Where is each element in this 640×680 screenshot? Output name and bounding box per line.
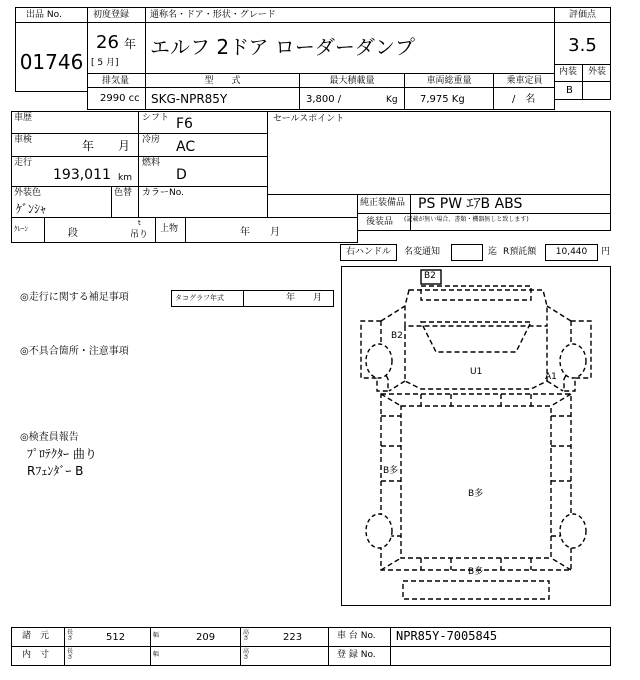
crane-col-divider-3	[185, 217, 186, 243]
inner-dimensions-label: 内 寸	[22, 650, 50, 660]
score-label: 評価点	[568, 10, 596, 20]
damage-mark-u1: U1	[470, 367, 483, 377]
gross-weight-label: 車両総重量	[426, 76, 472, 86]
tachograph-value: 年 月	[286, 293, 323, 303]
front-right-wheel	[560, 344, 586, 378]
tachograph-divider	[243, 290, 244, 307]
damage-mark-b-many-center: B多	[468, 489, 484, 499]
fuel-value: D	[176, 167, 187, 183]
details-row-line-1	[11, 133, 268, 134]
crane-label: ｸﾚｰﾝ	[14, 225, 28, 233]
crane-ton-unit: t	[138, 219, 141, 227]
cab-right-slope	[547, 306, 571, 321]
details-row-line-3	[11, 186, 268, 187]
upper-body-label: 上物	[160, 224, 179, 234]
rear-bumper	[403, 581, 549, 599]
registration-year: 26	[96, 32, 119, 53]
equipment-label: 純正装備品	[360, 198, 406, 208]
damage-mark-b-many-rear: B多	[468, 567, 484, 577]
width-value: 209	[196, 632, 216, 643]
cab-top	[421, 286, 531, 300]
rear-right-wheel	[560, 514, 586, 548]
shift-label: シフト	[142, 113, 170, 123]
truck-diagram	[341, 266, 611, 606]
gross-weight-value: 7,975 Kg	[420, 94, 465, 105]
model-code-label: 型 式	[204, 76, 241, 86]
footer-col-3	[240, 627, 241, 666]
damage-mark-b2-left: B2	[391, 331, 403, 341]
model-code-value: SKG-NPR85Y	[151, 92, 228, 106]
interior-grade: B	[566, 85, 573, 96]
aftermarket-note: (記載が無い場合、書類・機器無しと致します)	[404, 216, 529, 223]
inspector-line-1: ﾌﾟﾛﾃｸﾀｰ 曲り	[27, 447, 97, 461]
first-registration-label: 初度登録	[93, 10, 130, 20]
cab-left-slope	[381, 306, 405, 321]
height-label: 高さ	[243, 629, 250, 643]
recycle-deposit-value: 10,440	[555, 247, 588, 257]
shaken-label: 車検	[14, 135, 33, 145]
crane-stage: 段	[68, 228, 78, 239]
tachograph-label: タコグラフ年式	[175, 294, 224, 302]
interior-grade-label: 内装	[558, 67, 577, 77]
aftermarket-label: 後装品	[366, 217, 394, 227]
capacity-label: 乗車定員	[506, 76, 543, 86]
sales-point-label: セールスポイント	[273, 114, 345, 124]
history-label: 車歴	[14, 113, 33, 123]
crane-hanging: 吊り	[130, 230, 149, 240]
mileage-label: 走行	[14, 158, 33, 168]
rear-left-wheel	[366, 514, 392, 548]
color-number-label: カラーNo.	[142, 188, 184, 198]
ext-color-label: 外装色	[14, 188, 42, 198]
color-col-divider-2	[138, 186, 139, 218]
recycle-unit: 円	[601, 247, 611, 257]
length-label: 長さ	[67, 629, 74, 643]
driving-notes-label: ◎走行に関する補足事項	[20, 292, 129, 303]
height-value: 223	[283, 632, 303, 643]
fuel-label: 燃料	[142, 158, 161, 168]
truck-bed	[381, 394, 571, 570]
defects-label: ◎不具合箇所・注意事項	[20, 346, 129, 357]
inner-height-label: 高さ	[243, 648, 250, 662]
upper-body-value: 年 月	[240, 227, 280, 238]
recycle-deposit-label: R預託額	[503, 247, 537, 257]
details-box	[11, 111, 268, 218]
crane-col-divider-1	[44, 217, 45, 243]
overall-score: 3.5	[568, 35, 597, 56]
name-change-box	[451, 244, 483, 261]
damage-mark-a1: A1	[545, 372, 557, 382]
inner-length-label: 長さ	[67, 648, 74, 662]
capacity-value: / 名	[512, 94, 536, 105]
color-col-divider-1	[111, 186, 112, 218]
max-load-label: 最大積載量	[329, 76, 375, 86]
displacement-value: 2990 cc	[100, 93, 140, 104]
year-unit: 年	[124, 37, 137, 51]
ext-color-value: ｹﾞﾝｼｬ	[16, 202, 47, 216]
max-load-unit: Kg	[386, 95, 398, 105]
details-row-line-2	[11, 156, 268, 157]
front-left-wheel	[366, 344, 392, 378]
bed-inner	[401, 406, 551, 558]
mileage-value: 193,011	[53, 167, 111, 183]
model-name: エルフ 2ドア ローダーダンプ	[150, 35, 416, 59]
bed-corners	[381, 394, 571, 570]
registration-number-label: 登 録 No.	[337, 650, 376, 660]
footer-col-2	[150, 627, 151, 666]
footer-col-5	[390, 627, 391, 666]
color-change-label: 色替	[114, 188, 133, 198]
crane-col-divider-2	[155, 217, 156, 243]
fee-deadline-label: 迄	[488, 247, 498, 257]
dimensions-label: 諸 元	[22, 631, 50, 641]
cab-front	[405, 326, 547, 389]
inspector-report-label: ◎検査員報告	[20, 432, 79, 443]
equipment-value: PS PW ｴｱB ABS	[418, 196, 523, 212]
ac-value: AC	[176, 139, 196, 155]
registration-month: [ 5 月]	[91, 58, 119, 68]
cab-left-lower	[389, 381, 405, 391]
shift-value: F6	[176, 116, 193, 132]
footer-col-1	[64, 627, 65, 666]
footer-col-4	[328, 627, 329, 666]
displacement-label: 排気量	[102, 76, 130, 86]
inspector-line-2: Rﾌｪﾝﾀﾞｰ B	[27, 464, 84, 478]
model-name-label: 通称名・ドア・形状・グレード	[150, 10, 276, 20]
inner-width-label: 幅	[153, 651, 160, 658]
chassis-number-value: NPR85Y-7005845	[396, 629, 498, 643]
length-value: 512	[106, 632, 126, 643]
shaken-value: 年 月	[82, 139, 131, 153]
mileage-unit: km	[118, 173, 132, 183]
exterior-grade-label: 外装	[587, 67, 606, 77]
damage-mark-b2-top: B2	[424, 271, 436, 281]
steering-value: 右ハンドル	[345, 247, 391, 257]
cab-roof	[405, 290, 547, 326]
lot-header-divider	[15, 7, 88, 23]
equipment-col-divider	[410, 194, 411, 231]
front-gate-lines	[421, 394, 531, 406]
cab-right-lower	[547, 381, 563, 391]
details-col-divider	[138, 111, 139, 187]
max-load-value: 3,800 /	[306, 94, 342, 105]
chassis-number-label: 車 台 No.	[337, 631, 376, 641]
ac-label: 冷房	[142, 135, 161, 145]
lot-number: 01746	[19, 50, 84, 74]
name-change-label: 名変通知	[404, 247, 441, 257]
lot-number-label: 出品 No.	[26, 10, 62, 20]
damage-mark-b-many-left: B多	[383, 466, 399, 476]
equipment-row-line	[357, 213, 611, 214]
width-label: 幅	[153, 632, 160, 639]
footer-row-line	[11, 646, 611, 647]
